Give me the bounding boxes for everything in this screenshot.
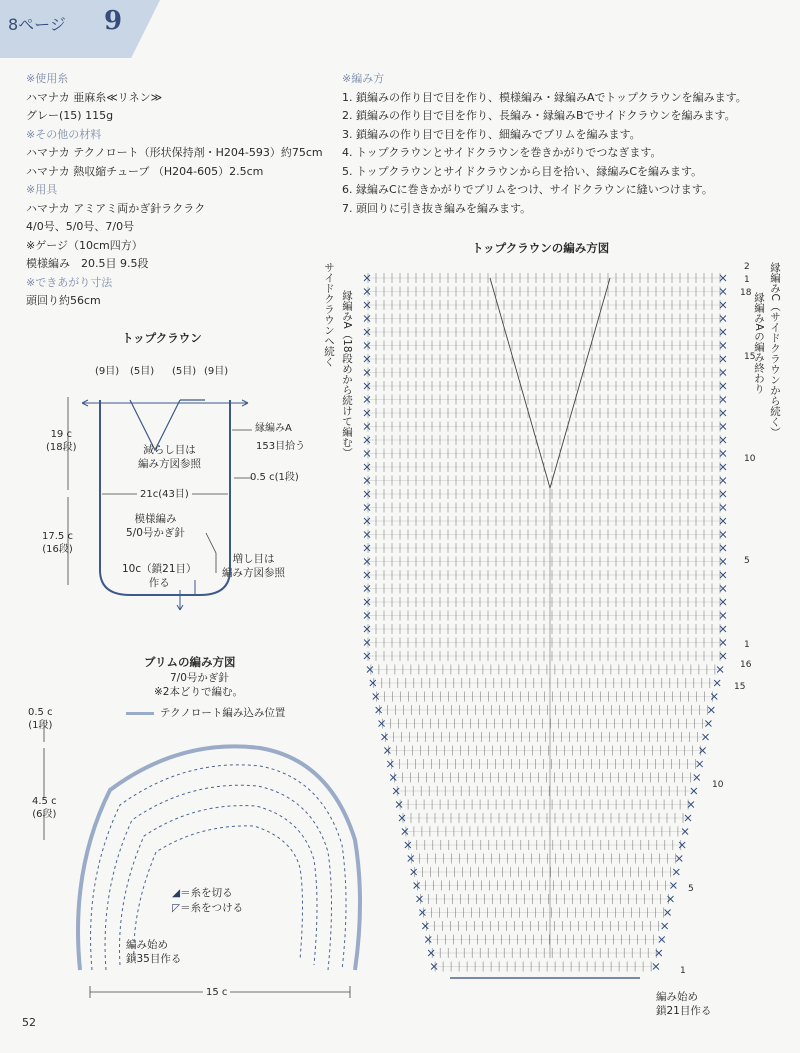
dim-19c: 19 c (18段) [46,429,77,453]
row-number: 16 [740,660,752,670]
brim-chart [20,720,380,1010]
label-width: 21c(43目) [137,488,192,501]
row-number: 10 [744,454,756,464]
materials-line: 頭回り約56cm [26,294,101,307]
page-footer-number: 52 [22,1016,36,1029]
instruction-step: 6. 縁編みCに巻きかがりでブリムをつけ、サイドクラウンに縫いつけます。 [342,183,713,196]
instruction-step: 3. 鎖編みの作り目で目を作り、細編みでブリムを編みます。 [342,127,641,141]
chart-right-note-2: 縁編みAの編み終わり [753,292,765,394]
count-label-3: (5目) [172,366,197,377]
row-number: 2 [744,262,750,272]
count-label-1: (9目) [95,366,120,377]
materials-line: ※その他の材料 [26,127,102,141]
row-number: 15 [734,682,746,692]
brim-note: ※2本どりで編む。 [154,686,243,698]
chart-left-note-2: 縁編みA（18段めから続けて編む） [341,290,353,458]
wire-legend: テクノロート編み込み位置 [126,705,285,720]
materials-line: ※できあがり寸法 [26,275,113,289]
instruction-step: 4. トップクラウンとサイドクラウンを巻きかがりでつなぎます。 [342,146,662,159]
chart-right-note: 縁編みC（サイドクラウンから続く） [769,262,781,438]
instructions-heading: ※編み方 [342,72,385,85]
chart-start: 編み始め 鎖21目作る [656,991,712,1017]
materials-line: ハマナカ 亜麻糸≪リネン≫ [26,90,163,104]
materials-line: 4/0号、5/0号、7/0号 [26,220,135,233]
row-number: 5 [744,556,750,566]
instruction-step: 1. 鎖編みの作り目で目を作り、模様編み・縁編みAでトップクラウンを編みます。 [342,90,747,104]
row-number: 18 [740,288,752,298]
materials-line: ハマナカ 熱収縮チューブ （H204-605）2.5cm [26,164,264,178]
materials-line: 模様編み 20.5目 9.5段 [26,257,149,270]
row-number: 1 [744,640,750,650]
dim-17-5c: 17.5 c (16段) [42,531,73,555]
materials-list [26,70,346,311]
count-label-4: (9目) [204,366,229,377]
materials-line: グレー(15) 115g [26,109,114,122]
cut-mark-icon: ◢ [172,887,181,899]
brim-start: 編み始め 鎖35目作る [126,939,182,965]
brim-dim-mid: 4.5 c (6段) [32,796,57,820]
attach-mark-icon: ◸ [172,902,181,914]
page-reference: 8ページ [8,15,66,34]
materials-line: ハマナカ アミアミ両かぎ針ラクラク [26,201,206,215]
brim-dim-top: 0.5 c (1段) [28,707,53,731]
instruction-step: 5. トップクラウンとサイドクラウンから目を拾い、縁編みCを編みます。 [342,164,703,178]
wire-legend-line [126,712,154,715]
instruction-step: 2. 鎖編みの作り目で目を作り、長編み・縁編みBでサイドクラウンを編みます。 [342,109,736,122]
chart-title: トップクラウンの編み方図 [472,241,610,255]
label-pattern: 模様編み 5/0号かぎ針 [126,513,185,539]
label-edge-width: 0.5 c(1段) [250,472,299,483]
legend-attach: ◸＝糸をつける [172,902,244,914]
label-pick-up: 153目拾う [256,441,306,452]
row-number: 5 [688,884,694,894]
legend-cut: ◢＝糸を切る [172,887,233,899]
row-number: 1 [744,275,750,285]
count-label-2: (5目) [130,366,155,377]
brim-width: 15 c [203,986,230,999]
materials-line: ハマナカ テクノロート（形状保持剤・H204-593）約75cm [26,146,323,159]
pattern-number: 9 [104,6,123,36]
label-increase: 増し目は 編み方図参照 [222,553,285,579]
materials-line: ※使用糸 [26,72,69,85]
top-crown-title: トップクラウン [122,331,202,345]
materials-line: ※用具 [26,183,58,196]
brim-title: ブリムの編み方図 [144,655,236,669]
brim-hook: 7/0号かぎ針 [170,672,229,684]
label-decrease: 減らし目は 編み方図参照 [138,444,201,470]
chart-left-note: サイドクラウンへ続く [323,262,335,367]
row-number: 1 [680,966,686,976]
label-edge-a: 縁編みA [255,423,292,434]
instruction-step: 7. 頭回りに引き抜き編みを編みます。 [342,201,532,215]
instructions [342,70,792,218]
row-number: 15 [744,352,756,362]
materials-line: ※ゲージ（10cm四方） [26,238,143,252]
row-number: 10 [712,780,724,790]
label-foundation: 10c（鎖21目） 作る [122,563,197,589]
